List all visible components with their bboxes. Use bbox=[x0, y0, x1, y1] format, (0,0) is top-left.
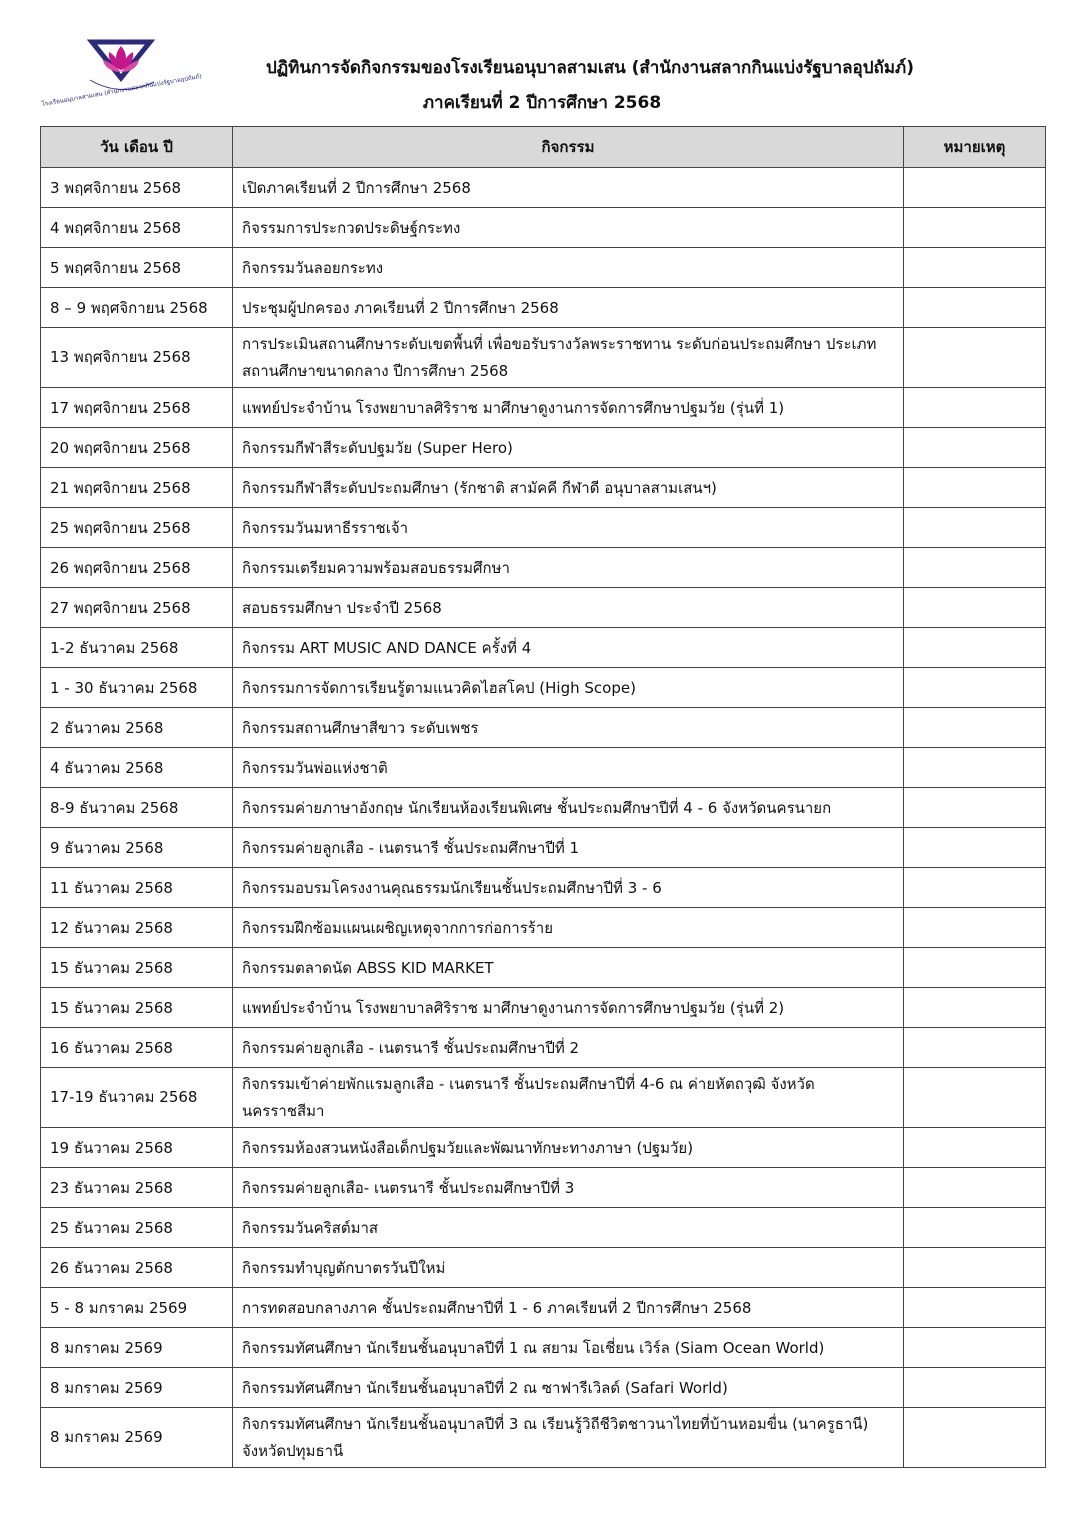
table-row bbox=[41, 708, 1046, 748]
table-row bbox=[41, 748, 1046, 788]
row-note bbox=[904, 468, 1046, 508]
page-subtitle: ภาคเรียนที่ 2 ปีการศึกษา 2568 bbox=[422, 93, 662, 113]
row-date: 15 ธันวาคม 2568 bbox=[41, 988, 233, 1028]
row-date: 8 – 9 พฤศจิกายน 2568 bbox=[41, 288, 233, 328]
row-activity: กิจกรรมค่ายภาษาอังกฤษ นักเรียนห้องเรียนพิเศษ ชั้นประถมศึกษาปีที่ 4 - 6 จังหวัดนครนายก bbox=[233, 788, 904, 828]
row-date: 1-2 ธันวาคม 2568 bbox=[41, 628, 233, 668]
table-row bbox=[41, 1248, 1046, 1288]
row-date: 25 พฤศจิกายน 2568 bbox=[41, 508, 233, 548]
table-row bbox=[41, 1068, 1046, 1128]
table-row bbox=[41, 868, 1046, 908]
table-row bbox=[41, 1168, 1046, 1208]
row-note bbox=[904, 1208, 1046, 1248]
row-activity: กิจกรรมวันลอยกระทง bbox=[233, 248, 904, 288]
table-row bbox=[41, 288, 1046, 328]
table-row bbox=[41, 1128, 1046, 1168]
column-header-date: วัน เดือน ปี bbox=[41, 127, 233, 168]
row-activity: การประเมินสถานศึกษาระดับเขตพื้นที่ เพื่อขอรับรางวัลพระราชทาน ระดับก่อนประถมศึกษา ประเภทสถานศึกษาขนาดกลาง ปีการศึกษา 2568 bbox=[233, 328, 904, 388]
row-activity: กิจกรรมห้องสวนหนังสือเด็กปฐมวัยและพัฒนาทักษะทางภาษา (ปฐมวัย) bbox=[233, 1128, 904, 1168]
row-activity: กิจกรรม ART MUSIC AND DANCE ครั้งที่ 4 bbox=[233, 628, 904, 668]
table-row bbox=[41, 1368, 1046, 1408]
row-date: 1 - 30 ธันวาคม 2568 bbox=[41, 668, 233, 708]
row-note bbox=[904, 1128, 1046, 1168]
row-activity: กิจกรรมเข้าค่ายพักแรมลูกเสือ - เนตรนารี ชั้นประถมศึกษาปีที่ 4-6 ณ ค่ายหัตถวุฒิ จังหวัดนครราชสีมา bbox=[233, 1068, 904, 1128]
row-date: 5 พฤศจิกายน 2568 bbox=[41, 248, 233, 288]
table-row bbox=[41, 988, 1046, 1028]
row-activity: กิจรรมการประกวดประดิษฐ์กระทง bbox=[233, 208, 904, 248]
row-activity: กิจกรรมทำบุญตักบาตรวันปีใหม่ bbox=[233, 1248, 904, 1288]
table-header-row bbox=[41, 127, 1046, 168]
row-date: 4 พฤศจิกายน 2568 bbox=[41, 208, 233, 248]
table-row bbox=[41, 328, 1046, 388]
row-activity: กิจกรรมทัศนศึกษา นักเรียนชั้นอนุบาลปีที่ 3 ณ เรียนรู้วิถีชีวิตชาวนาไทยที่บ้านหอมขื่น (นาครูธานี) จังหวัดปทุมธานี bbox=[233, 1408, 904, 1468]
table-row bbox=[41, 908, 1046, 948]
row-date: 2 ธันวาคม 2568 bbox=[41, 708, 233, 748]
row-note bbox=[904, 388, 1046, 428]
row-activity: กิจกรรมทัศนศึกษา นักเรียนชั้นอนุบาลปีที่ 1 ณ สยาม โอเชี่ยน เวิร์ล (Siam Ocean World) bbox=[233, 1328, 904, 1368]
row-note bbox=[904, 1248, 1046, 1288]
row-date: 27 พฤศจิกายน 2568 bbox=[41, 588, 233, 628]
row-note bbox=[904, 788, 1046, 828]
table-row bbox=[41, 388, 1046, 428]
row-note bbox=[904, 748, 1046, 788]
row-date: 13 พฤศจิกายน 2568 bbox=[41, 328, 233, 388]
row-activity: กิจกรรมวันพ่อแห่งชาติ bbox=[233, 748, 904, 788]
row-date: 25 ธันวาคม 2568 bbox=[41, 1208, 233, 1248]
row-activity: กิจกรรมอบรมโครงงานคุณธรรมนักเรียนชั้นประถมศึกษาปีที่ 3 - 6 bbox=[233, 868, 904, 908]
row-date: 8 มกราคม 2569 bbox=[41, 1368, 233, 1408]
row-note bbox=[904, 1328, 1046, 1368]
activity-calendar-table bbox=[40, 126, 1046, 1468]
table-row bbox=[41, 828, 1046, 868]
row-note bbox=[904, 668, 1046, 708]
table-row bbox=[41, 948, 1046, 988]
row-date: 8-9 ธันวาคม 2568 bbox=[41, 788, 233, 828]
table-row bbox=[41, 508, 1046, 548]
row-date: 8 มกราคม 2569 bbox=[41, 1408, 233, 1468]
row-date: 26 ธันวาคม 2568 bbox=[41, 1248, 233, 1288]
row-note bbox=[904, 988, 1046, 1028]
row-note bbox=[904, 1368, 1046, 1408]
row-date: 17-19 ธันวาคม 2568 bbox=[41, 1068, 233, 1128]
row-date: 23 ธันวาคม 2568 bbox=[41, 1168, 233, 1208]
row-date: 16 ธันวาคม 2568 bbox=[41, 1028, 233, 1068]
table-row bbox=[41, 208, 1046, 248]
row-note bbox=[904, 1068, 1046, 1128]
page-title: ปฏิทินการจัดกิจกรรมของโรงเรียนอนุบาลสามเสน (สำนักงานสลากกินแบ่งรัฐบาลอุปถัมภ์) bbox=[265, 58, 915, 78]
row-note bbox=[904, 168, 1046, 208]
row-note bbox=[904, 428, 1046, 468]
table-row bbox=[41, 548, 1046, 588]
row-activity: กิจกรรมค่ายลูกเสือ- เนตรนารี ชั้นประถมศึกษาปีที่ 3 bbox=[233, 1168, 904, 1208]
row-date: 19 ธันวาคม 2568 bbox=[41, 1128, 233, 1168]
table-row bbox=[41, 248, 1046, 288]
row-note bbox=[904, 1028, 1046, 1068]
logo-caption: โรงเรียนอนุบาลสามเสน (สำนักงานสลากกินแบ่งรัฐบาลอุปถัมภ์) bbox=[41, 72, 203, 109]
row-note bbox=[904, 1288, 1046, 1328]
row-activity: กิจกรรมค่ายลูกเสือ - เนตรนารี ชั้นประถมศึกษาปีที่ 1 bbox=[233, 828, 904, 868]
row-activity: กิจกรรมค่ายลูกเสือ - เนตรนารี ชั้นประถมศึกษาปีที่ 2 bbox=[233, 1028, 904, 1068]
table-row bbox=[41, 628, 1046, 668]
row-activity: กิจกรรมเตรียมความพร้อมสอบธรรมศึกษา bbox=[233, 548, 904, 588]
row-note bbox=[904, 708, 1046, 748]
row-activity: แพทย์ประจำบ้าน โรงพยาบาลศิริราช มาศึกษาดูงานการจัดการศึกษาปฐมวัย (รุ่นที่ 2) bbox=[233, 988, 904, 1028]
table-row bbox=[41, 788, 1046, 828]
table-row bbox=[41, 168, 1046, 208]
row-activity: แพทย์ประจำบ้าน โรงพยาบาลศิริราช มาศึกษาดูงานการจัดการศึกษาปฐมวัย (รุ่นที่ 1) bbox=[233, 388, 904, 428]
row-activity: กิจกรรมการจัดการเรียนรู้ตามแนวคิดไฮสโคป (High Scope) bbox=[233, 668, 904, 708]
row-note bbox=[904, 288, 1046, 328]
table-row bbox=[41, 1328, 1046, 1368]
row-activity: กิจกรรมฝึกซ้อมแผนเผชิญเหตุจากการก่อการร้าย bbox=[233, 908, 904, 948]
row-activity: เปิดภาคเรียนที่ 2 ปีการศึกษา 2568 bbox=[233, 168, 904, 208]
row-date: 20 พฤศจิกายน 2568 bbox=[41, 428, 233, 468]
column-header-activity: กิจกรรม bbox=[233, 127, 904, 168]
row-note bbox=[904, 1408, 1046, 1468]
row-note bbox=[904, 628, 1046, 668]
row-activity: กิจกรรมวันคริสต์มาส bbox=[233, 1208, 904, 1248]
table-row bbox=[41, 1288, 1046, 1328]
row-note bbox=[904, 868, 1046, 908]
row-date: 21 พฤศจิกายน 2568 bbox=[41, 468, 233, 508]
row-activity: การทดสอบกลางภาค ชั้นประถมศึกษาปีที่ 1 - 6 ภาคเรียนที่ 2 ปีการศึกษา 2568 bbox=[233, 1288, 904, 1328]
row-note bbox=[904, 908, 1046, 948]
table-row bbox=[41, 1208, 1046, 1248]
row-date: 5 - 8 มกราคม 2569 bbox=[41, 1288, 233, 1328]
row-activity: กิจกรรมตลาดนัด ABSS KID MARKET bbox=[233, 948, 904, 988]
row-note bbox=[904, 248, 1046, 288]
row-note bbox=[904, 828, 1046, 868]
row-date: 8 มกราคม 2569 bbox=[41, 1328, 233, 1368]
table-row bbox=[41, 588, 1046, 628]
row-activity: กิจกรรมทัศนศึกษา นักเรียนชั้นอนุบาลปีที่ 2 ณ ซาฟารีเวิลด์ (Safari World) bbox=[233, 1368, 904, 1408]
row-note bbox=[904, 508, 1046, 548]
table-row bbox=[41, 1028, 1046, 1068]
row-note bbox=[904, 208, 1046, 248]
table-row bbox=[41, 668, 1046, 708]
row-note bbox=[904, 548, 1046, 588]
row-date: 3 พฤศจิกายน 2568 bbox=[41, 168, 233, 208]
row-activity: กิจกรรมกีฬาสีระดับประถมศึกษา (รักชาติ สามัคคี กีฬาดี อนุบาลสามเสนฯ) bbox=[233, 468, 904, 508]
table-row bbox=[41, 428, 1046, 468]
row-activity: กิจกรรมวันมหาธีรราชเจ้า bbox=[233, 508, 904, 548]
row-activity: กิจกรรมสถานศึกษาสีขาว ระดับเพชร bbox=[233, 708, 904, 748]
row-note bbox=[904, 948, 1046, 988]
row-date: 17 พฤศจิกายน 2568 bbox=[41, 388, 233, 428]
row-activity: ประชุมผู้ปกครอง ภาคเรียนที่ 2 ปีการศึกษา 2568 bbox=[233, 288, 904, 328]
row-date: 4 ธันวาคม 2568 bbox=[41, 748, 233, 788]
row-note bbox=[904, 1168, 1046, 1208]
row-note bbox=[904, 588, 1046, 628]
row-activity: กิจกรรมกีฬาสีระดับปฐมวัย (Super Hero) bbox=[233, 428, 904, 468]
row-date: 11 ธันวาคม 2568 bbox=[41, 868, 233, 908]
row-activity: สอบธรรมศึกษา ประจำปี 2568 bbox=[233, 588, 904, 628]
column-header-note: หมายเหตุ bbox=[904, 127, 1046, 168]
table-row bbox=[41, 1408, 1046, 1468]
row-date: 15 ธันวาคม 2568 bbox=[41, 948, 233, 988]
row-note bbox=[904, 328, 1046, 388]
row-date: 26 พฤศจิกายน 2568 bbox=[41, 548, 233, 588]
page-header bbox=[40, 36, 1044, 122]
row-date: 12 ธันวาคม 2568 bbox=[41, 908, 233, 948]
table-row bbox=[41, 468, 1046, 508]
row-date: 9 ธันวาคม 2568 bbox=[41, 828, 233, 868]
